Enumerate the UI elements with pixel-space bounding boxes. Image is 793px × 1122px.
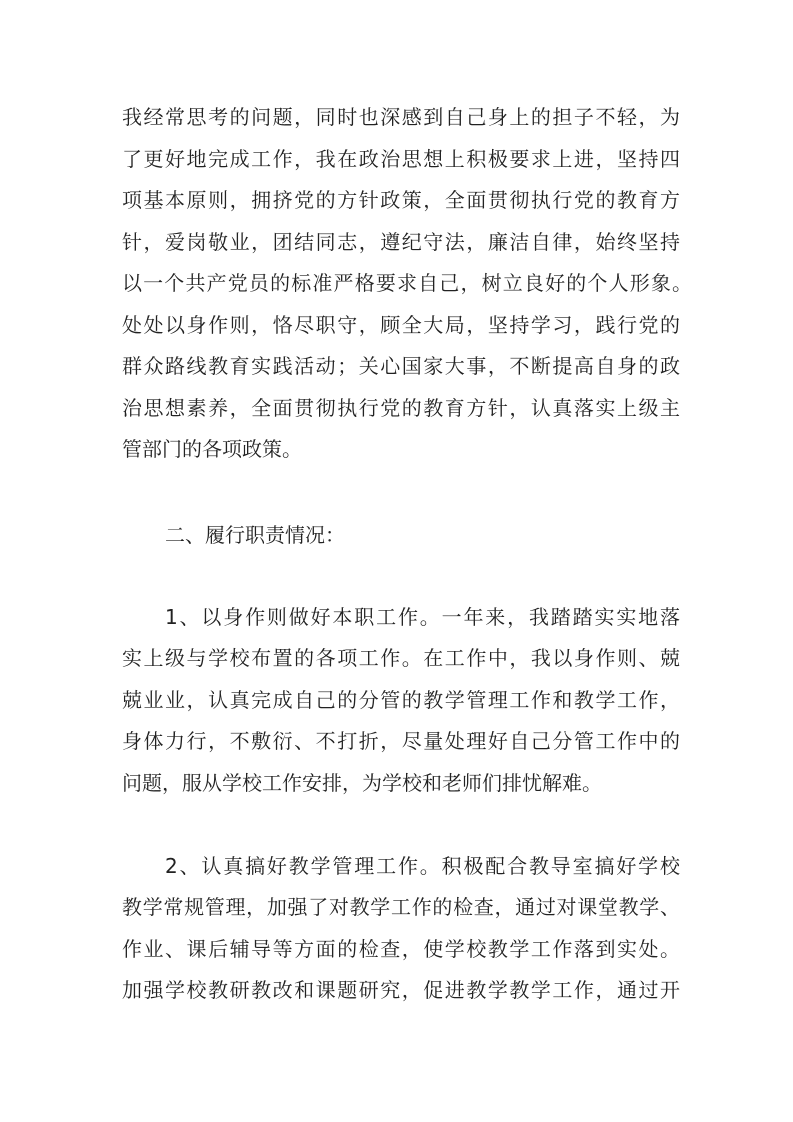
text-line: 以一个共产党员的标准严格要求自己，树立良好的个人形象。: [122, 271, 692, 295]
text-line: 项基本原则，拥挤党的方针政策，全面贯彻执行党的教育方: [122, 188, 680, 212]
text-line: 作业、课后辅导等方面的检查，使学校教学工作落到实处。: [122, 937, 680, 961]
text-line: 针，爱岗敬业，团结同志，遵纪守法，廉洁自律，始终坚持: [122, 230, 680, 254]
text-line: 管部门的各项政策。: [122, 437, 302, 461]
text-line: 教学常规管理，加强了对教学工作的检查，通过对课堂教学、: [122, 895, 680, 919]
text-line: 我经常思考的问题，同时也深感到自己身上的担子不轻，为: [122, 105, 680, 129]
text-line: 加强学校教研教改和课题研究，促进教学教学工作，通过开: [122, 978, 680, 1002]
text-line: 治思想素养，全面贯彻执行党的教育方针，认真落实上级主: [122, 396, 680, 420]
text-line: 处处以身作则，恪尽职守，顾全大局，坚持学习，践行党的: [122, 313, 680, 337]
section-heading: 二、履行职责情况：: [165, 523, 345, 547]
text-line: 问题，服从学校工作安排，为学校和老师们排忧解难。: [122, 771, 602, 795]
text-line: 2、认真搞好教学管理工作。积极配合教导室搞好学校: [165, 854, 680, 878]
text-line: 1、以身作则做好本职工作。一年来，我踏踏实实地落: [165, 605, 680, 629]
text-line: 了更好地完成工作，我在政治思想上积极要求上进，坚持四: [122, 147, 680, 171]
text-line: 兢业业，认真完成自己的分管的教学管理工作和教学工作，: [122, 688, 680, 712]
text-line: 实上级与学校布置的各项工作。在工作中，我以身作则、兢: [122, 646, 680, 670]
text-line: 身体力行，不敷衍、不打折，尽量处理好自己分管工作中的: [122, 729, 680, 753]
text-line: 群众路线教育实践活动；关心国家大事，不断提高自身的政: [122, 354, 680, 378]
